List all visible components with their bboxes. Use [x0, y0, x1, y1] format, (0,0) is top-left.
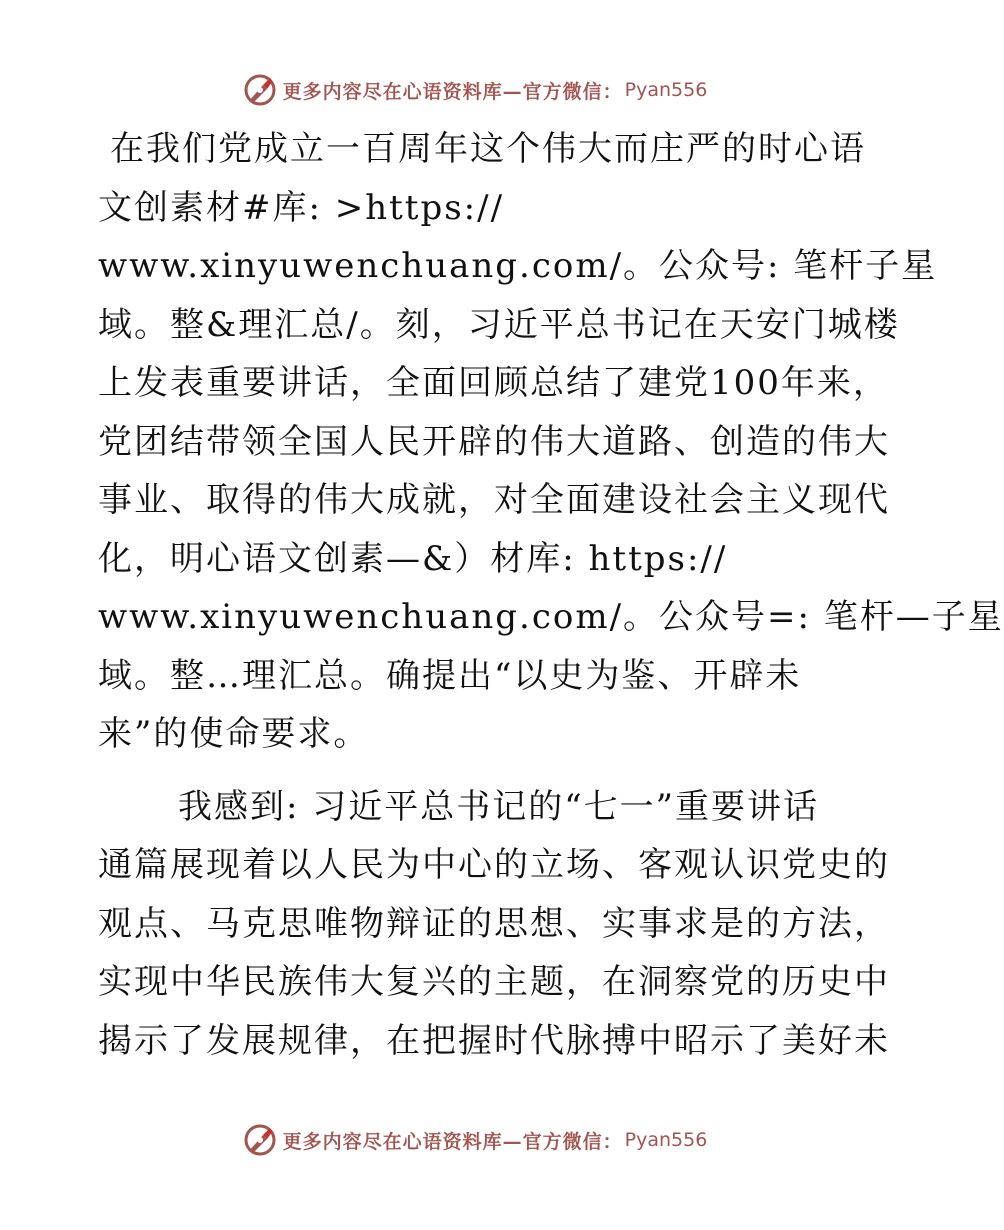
paragraph-2 — [98, 778, 890, 1071]
document-body — [98, 120, 1004, 1070]
banner-text: 更多内容尽在心语资料库—官方微信： — [282, 80, 623, 103]
text-line: 化，明心语文创素—&）材库: https:// — [98, 538, 728, 579]
text-line: 通篇展现着以人民为中心的立场、客观认识党史的 — [98, 845, 890, 885]
text-line: www.xinyuwenchuang.com/。公众号=: 笔杆—子星 — [98, 597, 1004, 637]
text-line: 揭示了发展规律，在把握时代脉搏中昭示了美好未 — [98, 1020, 890, 1061]
header-banner — [0, 70, 950, 110]
text-line: 上发表重要讲话，全面回顾总结了建党100年来， — [98, 363, 889, 403]
text-line: 域。整&理汇总/。刻，习近平总书记在天安门城楼 — [98, 304, 900, 345]
text-line: 观点、马克思唯物辩证的思想、实事求是的方法， — [98, 903, 890, 944]
text-line: 域。整…理汇总。确提出“以史为鉴、开辟未 — [98, 655, 802, 696]
text-line: 党团结带领全国人民开辟的伟大道路、创造的伟大 — [98, 421, 890, 462]
text-line: 在我们党成立一百周年这个伟大而庄严的时心语 — [110, 129, 866, 169]
pen-circle-logo-icon — [243, 73, 277, 107]
banner-contact: Pyan556 — [624, 1129, 708, 1151]
footer-banner — [0, 1120, 950, 1160]
text-line: 事业、取得的伟大成就，对全面建设社会主义现代 — [98, 480, 890, 520]
text-line: 我感到: 习近平总书记的“七一”重要讲话 — [178, 786, 820, 827]
paragraph-1 — [98, 120, 1004, 764]
banner-contact: Pyan556 — [624, 79, 708, 101]
pen-circle-logo-icon — [243, 1123, 277, 1157]
text-line: 来”的使命要求。 — [98, 714, 370, 754]
text-line: 实现中华民族伟大复兴的主题，在洞察党的历史中 — [98, 962, 890, 1002]
text-line: www.xinyuwenchuang.com/。公众号: 笔杆子星 — [98, 246, 938, 286]
banner-text: 更多内容尽在心语资料库—官方微信： — [282, 1130, 623, 1153]
text-line: 文创素材#库: >https:// — [98, 187, 505, 228]
